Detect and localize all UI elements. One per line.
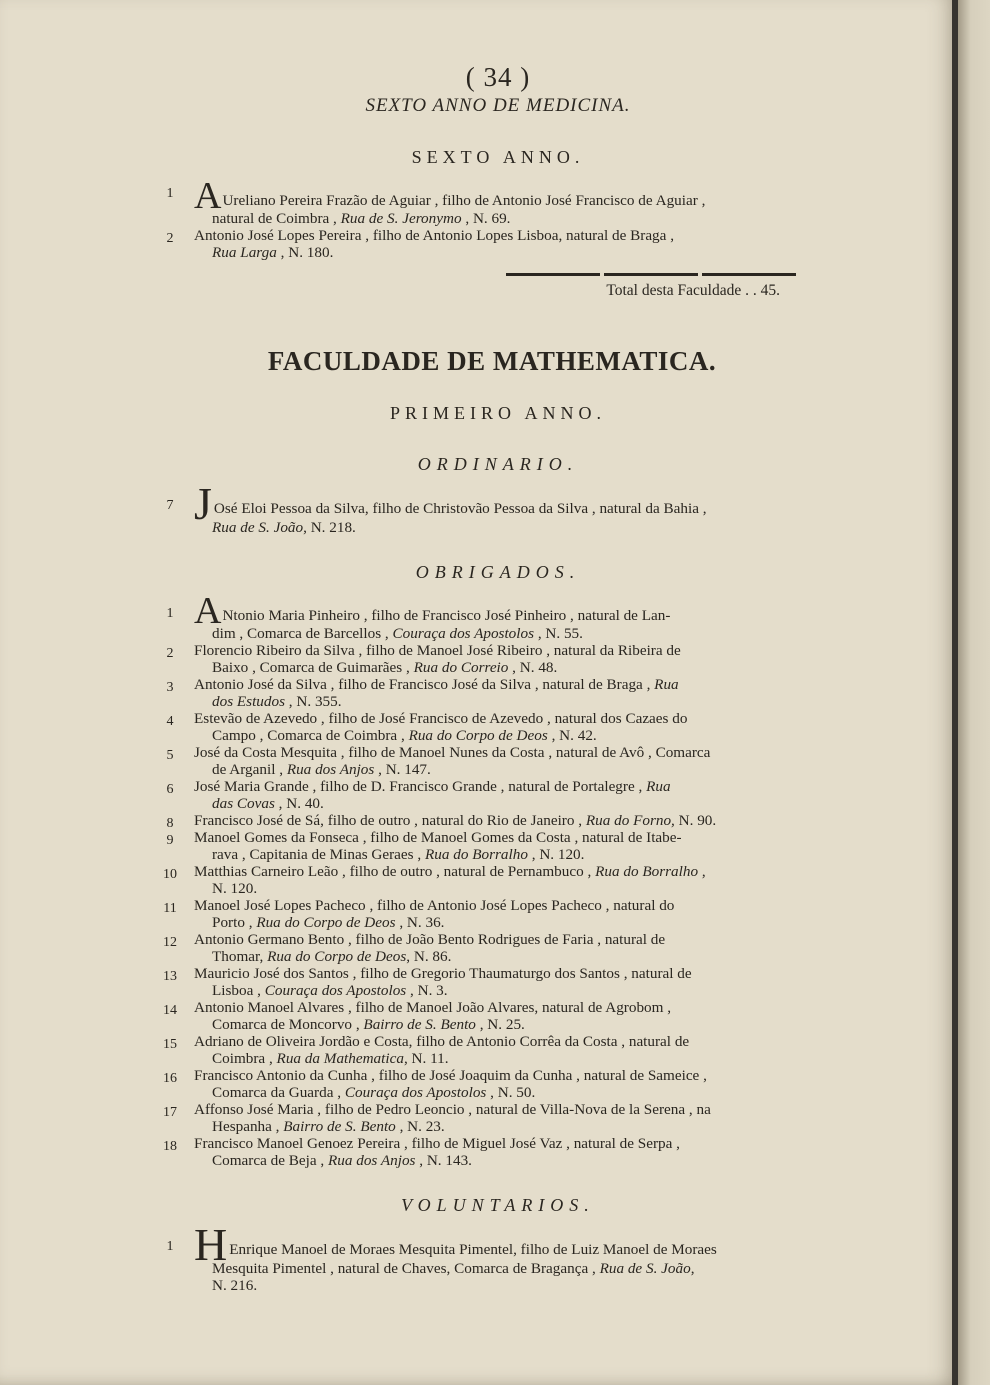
list-item <box>160 227 796 261</box>
entry-text: , N. 42. <box>547 727 597 744</box>
entry-text: Francisco Manoel Genoez Pereira , filho de Miguel José Vaz , natural de Serpa , <box>194 1135 680 1152</box>
entry-text: Comarca de Beja , <box>212 1152 328 1169</box>
page-content <box>160 62 796 1294</box>
entry-text: dim , Comarca de Barcellos , <box>212 625 393 642</box>
entry-continuation <box>194 795 796 812</box>
entry-text: de Arganil , <box>212 761 287 778</box>
entry-number: 13 <box>163 969 177 984</box>
entry-number: 9 <box>166 833 174 848</box>
list-item <box>160 1033 796 1067</box>
entry-continuation <box>194 727 796 744</box>
list-item <box>160 642 796 676</box>
entry-continuation <box>194 1260 796 1277</box>
entry-text: Adriano de Oliveira Jordão e Costa, filho de Antonio Corrêa da Costa , natural de <box>194 1033 690 1050</box>
street-address: Rua dos Anjos <box>327 1152 416 1169</box>
street-address: Couraça dos Apostolos <box>264 982 407 999</box>
entry-text: Manoel Gomes da Fonseca , filho de Manoel Gomes da Costa , natural de Itabe- <box>194 829 682 846</box>
street-address: Rua dos Anjos <box>286 761 375 778</box>
street-address: Bairro de S. Bento <box>283 1118 396 1135</box>
adjacent-page-edge <box>958 0 990 1385</box>
street-address: Rua da Mathematica <box>276 1050 404 1067</box>
entry-text: Coimbra , <box>212 1050 277 1067</box>
street-address: Couraça dos Apostolos <box>344 1084 487 1101</box>
street-address: Rua <box>646 778 671 795</box>
entry-continuation <box>194 625 796 642</box>
street-address: Rua do Corpo de Deos <box>267 948 407 965</box>
list-item <box>160 965 796 999</box>
entry-text: Matthias Carneiro Leão , filho de outro , natural de Pernambuco , <box>194 863 596 880</box>
list-item <box>160 1101 796 1135</box>
entry-text: , N. 355. <box>285 693 342 710</box>
entry-text: Francisco José de Sá, filho de outro , natural do Rio de Janeiro , <box>194 812 586 829</box>
entry-number: 1 <box>166 606 174 621</box>
entry-text: , N. 147. <box>374 761 431 778</box>
entry-continuation <box>194 1016 796 1033</box>
entry-continuation <box>194 846 796 863</box>
primeiro-anno-heading: PRIMEIRO ANNO. <box>389 403 606 423</box>
entry-text: , N. 143. <box>415 1152 472 1169</box>
entry-text: rava , Capitania de Minas Geraes , <box>212 846 425 863</box>
entry-text: Antonio Germano Bento , filho de João Bento Rodrigues de Faria , natural de <box>194 931 666 948</box>
street-address: Rua de S. João <box>212 519 304 536</box>
entry-number: 14 <box>163 1003 177 1018</box>
entry-text: Mesquita Pimentel , natural de Chaves, Comarca de Bragança , <box>212 1260 600 1277</box>
entry-text: Antonio Manoel Alvares , filho de Manoel João Alvares, natural de Agrobom , <box>194 999 672 1016</box>
list-item <box>160 931 796 965</box>
sexto-anno-list <box>160 175 796 261</box>
entry-continuation <box>194 1118 796 1135</box>
entry-text: natural de Coimbra , <box>212 210 341 227</box>
entry-text: Comarca de Moncorvo , <box>212 1016 364 1033</box>
entry-continuation <box>194 982 796 999</box>
entry-number: 10 <box>163 867 177 882</box>
list-item <box>160 676 796 710</box>
entry-text: Lisboa , <box>212 982 265 999</box>
entry-text: , N. 11. <box>403 1050 449 1067</box>
street-address: Couraça dos Apostolos <box>392 625 535 642</box>
entry-text: , N. 120. <box>527 846 585 863</box>
street-address: Rua do Corpo de Deos <box>408 727 548 744</box>
entry-number: 1 <box>166 186 174 201</box>
entry-text: , <box>690 1260 695 1277</box>
street-address: Rua do Correio <box>413 659 509 676</box>
drop-cap: A <box>194 175 222 217</box>
entry-continuation <box>194 880 796 897</box>
list-item <box>160 829 796 863</box>
entry-text: N. 120. <box>212 880 258 897</box>
street-address: Rua do Forno, <box>585 812 675 829</box>
street-address: Rua de S. Jeronymo <box>340 210 462 227</box>
entry-number: 18 <box>163 1139 177 1154</box>
obrigados-heading: OBRIGADOS. <box>415 562 581 582</box>
street-address: Rua do Borralho <box>595 863 699 880</box>
entry-number: 5 <box>166 748 174 763</box>
entry-text: Comarca da Guarda , <box>212 1084 345 1101</box>
street-address: Rua do Borralho <box>424 846 528 863</box>
entry-text: Ntonio Maria Pinheiro , filho de Francisco José Pinheiro , natural de Lan- <box>222 607 671 624</box>
voluntarios-list <box>160 1219 796 1294</box>
list-item <box>160 478 796 536</box>
entry-text: , N. 48. <box>508 659 558 676</box>
entry-continuation <box>194 1050 796 1067</box>
street-address: Rua de S. João <box>599 1260 691 1277</box>
entry-text: Affonso José Maria , filho de Pedro Leoncio , natural de Villa-Nova de la Serena , na <box>194 1101 711 1118</box>
entry-text: , N. 23. <box>395 1118 445 1135</box>
entry-text: N. 90. <box>674 812 717 829</box>
entry-continuation <box>194 1084 796 1101</box>
sexto-anno-heading: SEXTO ANNO. <box>411 147 585 167</box>
list-item <box>160 778 796 812</box>
entry-text: , <box>698 863 706 880</box>
list-item <box>160 710 796 744</box>
entry-number: 1 <box>166 1239 174 1254</box>
page-number: ( 34 ) <box>465 62 531 92</box>
entry-continuation: N. 216. <box>212 1277 258 1294</box>
street-address: Rua do Corpo de Deos <box>256 914 396 931</box>
list-item <box>160 1135 796 1169</box>
list-item <box>160 744 796 778</box>
entry-text: Enrique Manoel de Moraes Mesquita Pimentel, filho de Luiz Manoel de Moraes <box>229 1241 717 1258</box>
entry-number: 7 <box>166 498 174 513</box>
entry-number: 15 <box>163 1037 177 1052</box>
faculty-title: FACULDADE DE MATHEMATICA. <box>267 346 717 376</box>
entry-number: 16 <box>163 1071 177 1086</box>
entry-continuation <box>194 1152 796 1169</box>
entry-text: Antonio José da Silva , filho de Francisco José da Silva , natural de Braga , <box>194 676 655 693</box>
entry-continuation <box>194 693 796 710</box>
drop-cap: A <box>194 590 222 632</box>
list-item <box>160 1219 796 1294</box>
entry-text: , N. 40. <box>274 795 324 812</box>
entry-text: Florencio Ribeiro da Silva , filho de Manoel José Ribeiro , natural da Ribeira de <box>194 642 681 659</box>
entry-text: Ureliano Pereira Frazão de Aguiar , filho de Antonio José Francisco de Aguiar , <box>222 192 706 209</box>
entry-text: Hespanha , <box>212 1118 284 1135</box>
entry-text: Thomar, <box>212 948 268 965</box>
faculty-total: Total desta Faculdade . . 45. <box>606 282 780 299</box>
entry-number: 12 <box>163 935 177 950</box>
entry-text: , N. 55. <box>534 625 583 642</box>
entry-number: 6 <box>166 782 174 797</box>
street-address: das Covas <box>212 795 275 812</box>
entry-number: 8 <box>166 816 174 831</box>
street-address: Bairro de S. Bento <box>363 1016 476 1033</box>
entry-text: , N. 3. <box>406 982 448 999</box>
entry-text: , N. 50. <box>486 1084 536 1101</box>
ordinario-list <box>160 478 796 536</box>
entry-number: 4 <box>166 714 174 729</box>
entry-text: , N. 218. <box>303 519 356 536</box>
entry-continuation <box>194 659 796 676</box>
entry-text: Campo , Comarca de Coimbra , <box>212 727 409 744</box>
entry-number: 3 <box>166 680 174 695</box>
list-item <box>160 1067 796 1101</box>
entry-text: José da Costa Mesquita , filho de Manoel Nunes da Costa , natural de Avô , Comarca <box>194 744 711 761</box>
drop-cap: J <box>194 478 212 529</box>
entry-text: , N. 69. <box>461 210 511 227</box>
ordinario-heading: ORDINARIO. <box>417 454 579 474</box>
list-item <box>160 175 796 227</box>
list-item <box>160 897 796 931</box>
entry-number: 17 <box>163 1105 177 1120</box>
list-item <box>160 812 796 829</box>
total-rule <box>160 273 796 276</box>
drop-cap: H <box>194 1219 228 1270</box>
entry-text: Estevão de Azevedo , filho de José Francisco de Azevedo , natural dos Cazaes do <box>194 710 688 727</box>
entry-number: 11 <box>163 901 177 916</box>
entry-text: , N. 180. <box>276 244 334 261</box>
entry-text: , N. 36. <box>395 914 445 931</box>
entry-text: Baixo , Comarca de Guimarães , <box>212 659 414 676</box>
entry-continuation <box>194 914 796 931</box>
list-item <box>160 999 796 1033</box>
entry-text: Mauricio José dos Santos , filho de Gregorio Thaumaturgo dos Santos , natural de <box>194 965 692 982</box>
entry-text: Francisco Antonio da Cunha , filho de José Joaquim da Cunha , natural de Sameice , <box>194 1067 707 1084</box>
entry-text: Antonio José Lopes Pereira , filho de Antonio Lopes Lisboa, natural de Braga , <box>194 227 674 244</box>
entry-text: , N. 25. <box>475 1016 525 1033</box>
entry-text: Porto , <box>212 914 257 931</box>
entry-continuation <box>194 761 796 778</box>
entry-text: , N. 86. <box>406 948 452 965</box>
entry-text: José Maria Grande , filho de D. Francisco Grande , natural de Portalegre , <box>194 778 647 795</box>
list-item <box>160 590 796 642</box>
entry-continuation <box>194 519 796 536</box>
entry-continuation <box>194 210 796 227</box>
entry-number: 2 <box>166 646 174 661</box>
entry-continuation <box>194 244 796 261</box>
voluntarios-heading: VOLUNTARIOS. <box>401 1195 595 1215</box>
street-address: Rua Larga <box>212 244 277 261</box>
section-title: SEXTO ANNO DE MEDICINA. <box>365 95 631 116</box>
entry-text: Osé Eloi Pessoa da Silva, filho de Christovão Pessoa da Silva , natural da Bahia , <box>213 500 707 517</box>
list-item <box>160 863 796 897</box>
obrigados-list <box>160 590 796 1169</box>
entry-continuation <box>194 948 796 965</box>
street-address: dos Estudos <box>212 693 285 710</box>
street-address: Rua <box>654 676 679 693</box>
entry-number: 2 <box>166 231 174 246</box>
entry-text: Manoel José Lopes Pacheco , filho de Antonio José Lopes Pacheco , natural do <box>194 897 675 914</box>
